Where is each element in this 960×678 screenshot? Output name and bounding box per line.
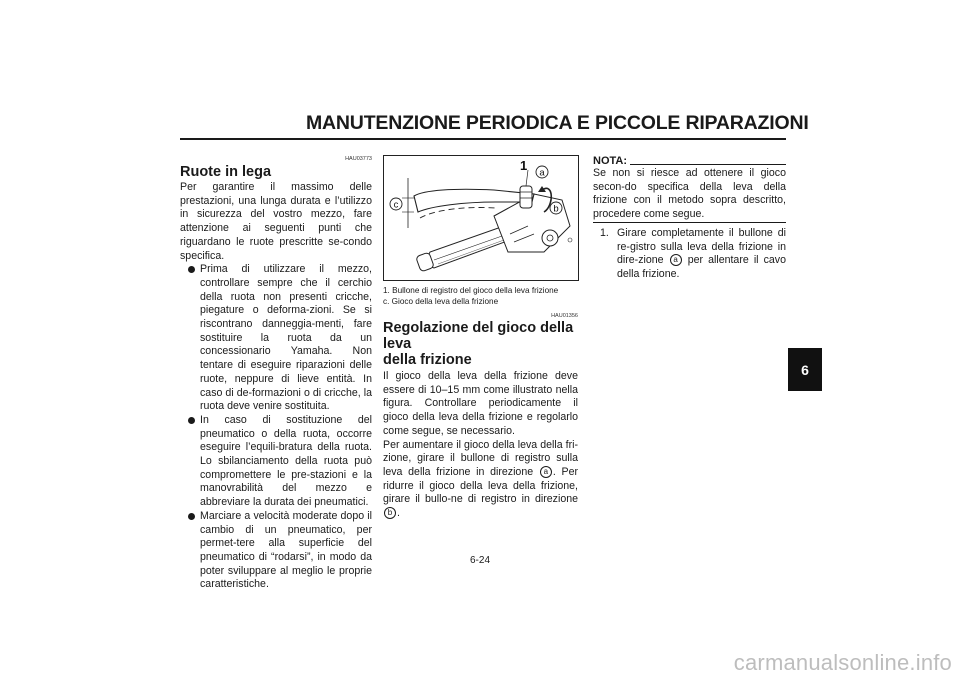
step-text: per allentare il cavo della frizione.	[617, 254, 786, 281]
clutch-lever-figure	[383, 155, 579, 281]
page-number: 6-24	[469, 555, 490, 566]
section-heading: Ruote in lega	[180, 164, 272, 180]
text-run: .	[397, 507, 400, 520]
heading-line: della frizione	[383, 352, 472, 368]
bullet-icon	[188, 417, 195, 424]
list-item	[180, 263, 372, 414]
section-code: HAU03773	[345, 156, 372, 162]
direction-b-marker: b	[384, 507, 396, 519]
text-run: Per aumentare il gioco della leva della fri-zione, girare il bullone di registro sulla leva della frizione in direzione	[383, 438, 578, 478]
nota-label: NOTA:	[593, 155, 628, 167]
chapter-tab[interactable]: 6	[788, 348, 822, 391]
nota-rule	[630, 164, 786, 165]
nota-box	[593, 155, 786, 222]
section-intro: Per garantire il massimo delle prestazioni, una lunga durata e l’utilizzo in sicurezza del vostro mezzo, fare attenzione ai seguenti punti che riguardano le ruote prescritte se-condo specifica.	[180, 181, 372, 262]
step-text: Girare completamente il bullone di re-gistro sulla leva della frizione in dire-zione	[617, 227, 786, 267]
list-item	[180, 414, 372, 510]
caption-c: c. Gioco della leva della frizione	[383, 297, 499, 306]
section-heading	[383, 320, 578, 368]
bullet-text: Marciare a velocità moderate dopo il cambio di un pneumatico, per permet-tere alla superficie del pneumatico di “rodarsi”, in modo da poter sviluppare al meglio le proprie caratteristiche.	[200, 509, 372, 591]
header-rule	[180, 138, 786, 140]
step-item	[600, 227, 786, 282]
watermark: carmanualsonline.info	[733, 650, 952, 675]
figure-captions	[383, 285, 578, 307]
caption-1: 1. Bullone di registro del gioco della leva frizione	[383, 286, 559, 295]
clutch-lever-illustration	[384, 156, 578, 280]
text-run: . Per ridurre il gioco della leva della frizione, girare il bullo-ne di registro in direzione	[383, 465, 578, 506]
page-header-title: MANUTENZIONE PERIODICA E PICCOLE RIPARAZIONI	[306, 112, 809, 134]
bullet-icon	[188, 266, 195, 273]
list-item	[180, 510, 372, 592]
section-code: HAU01356	[551, 313, 578, 319]
heading-line: Regolazione del gioco della leva	[383, 320, 574, 352]
nota-end-rule	[593, 222, 786, 223]
section-alloy-wheels	[180, 156, 372, 592]
direction-a-marker: a	[670, 254, 682, 266]
step-number: 1.	[600, 227, 609, 239]
nota-text: Se non si riesce ad ottenere il gioco secon-do specifica della leva della frizione con il metodo sopra descritto, procedere come segue.	[593, 167, 786, 221]
figure-label-1: 1	[520, 158, 528, 173]
direction-a-marker: a	[540, 466, 552, 478]
handlebar-grip-icon	[416, 226, 510, 272]
figure-label-b: b	[553, 203, 559, 215]
bullet-icon	[188, 513, 195, 520]
clutch-housing-icon	[494, 194, 572, 252]
paragraph-free-play: Il gioco della leva della frizione deve essere di 10–15 mm come illustrato nella figura. Controllare periodicamente il gioco della leva della frizione e regolarlo come segue, se necessario.	[383, 370, 578, 437]
paragraph-adjust	[383, 439, 578, 521]
bullet-text: In caso di sostituzione del pneumatico o della ruota, occorre eseguire l’equili-bratura della ruota. Lo sbilanciamento della ruota può compromettere le pre-stazioni e la manovrabilità del mezzo e abbreviare la durata dei pneumatici.	[200, 413, 372, 509]
figure-label-a: a	[539, 167, 545, 179]
section-clutch-adjustment	[383, 313, 578, 521]
bullet-text: Prima di utilizzare il mezzo, controllare sempre che il cerchio della ruota non presenti cricche, piegature o deforma-zioni. Se si riscontrano danneggia-menti, fare sostituire la ruota da un concessionario Yamaha. Non tentare di eseguire riparazioni delle ruote, neppure di lieve entità. In caso di de-formazioni o di cricche, la ruota deve venire sostituita.	[200, 263, 372, 413]
bullet-list	[180, 263, 372, 592]
figure-label-c: c	[393, 199, 399, 211]
